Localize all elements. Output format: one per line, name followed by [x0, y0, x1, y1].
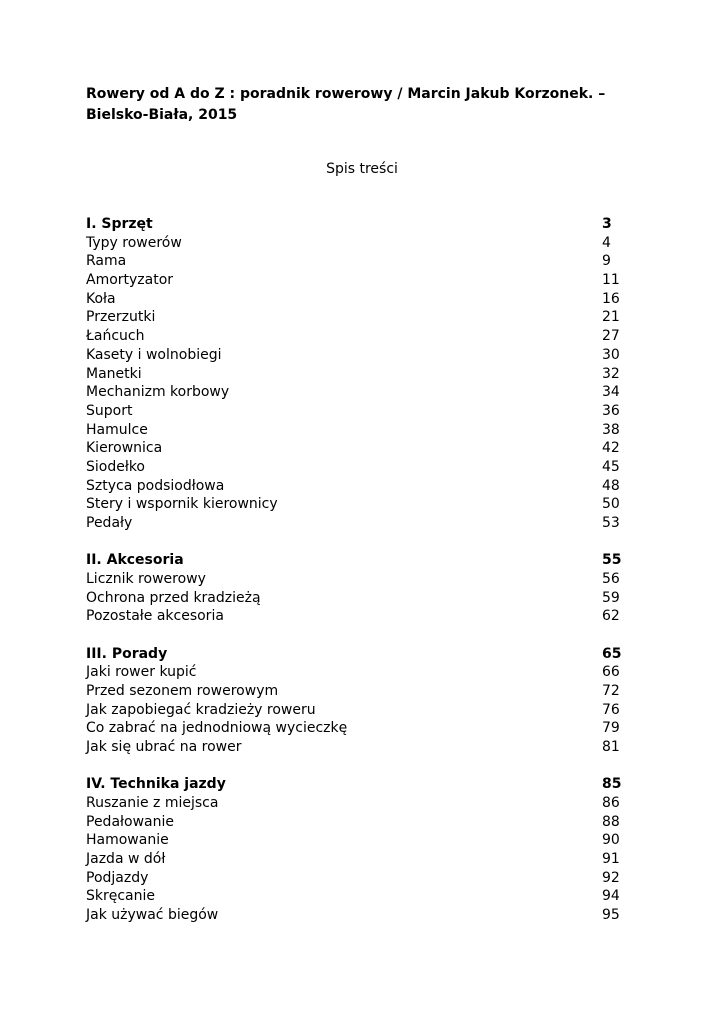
entry-page-number: 9 [602, 253, 611, 270]
entry-page-number: 56 [602, 570, 620, 587]
entry-title: Kasety i wolnobiegi [86, 346, 222, 363]
entry-page-number: 50 [602, 496, 620, 513]
entry-title: Licznik rowerowy [86, 570, 206, 587]
entry-page-number: 76 [602, 701, 620, 718]
toc-entry [86, 738, 622, 757]
toc-entry [86, 701, 622, 720]
entry-title: Jak się ubrać na rower [86, 739, 242, 756]
entry-title: Jazda w dół [86, 851, 166, 868]
toc-section [86, 775, 622, 925]
entry-page-number: 91 [602, 851, 620, 868]
section-page-number: 85 [602, 776, 622, 793]
entry-title: Ruszanie z miejsca [86, 795, 219, 812]
entry-title: Jak zapobiegać kradzieży roweru [86, 701, 316, 718]
entry-page-number: 86 [602, 795, 620, 812]
entry-title: Przed sezonem rowerowym [86, 683, 279, 699]
entry-title: Co zabrać na jednodniową wycieczkę [86, 720, 348, 737]
entry-title: Skręcanie [86, 888, 156, 905]
entry-page-number: 62 [602, 608, 620, 625]
toc-entry [86, 813, 622, 832]
entry-title: Amortyzator [86, 272, 174, 289]
entry-page-number: 66 [602, 664, 620, 681]
section-title: I. Sprzęt [86, 216, 153, 232]
section-title: IV. Technika jazdy [86, 776, 226, 793]
toc-entry [86, 439, 622, 458]
entry-page-number: 32 [602, 365, 620, 382]
entry-page-number: 30 [602, 346, 620, 363]
toc-entry [86, 589, 622, 608]
entry-page-number: 11 [602, 272, 620, 289]
table-of-contents [86, 215, 622, 943]
entry-page-number: 34 [602, 384, 620, 401]
toc-section [86, 215, 622, 533]
toc-entry [86, 570, 622, 589]
entry-title: Pedałowanie [86, 813, 174, 830]
entry-page-number: 92 [602, 869, 620, 886]
toc-entry [86, 346, 622, 365]
toc-entry [86, 421, 622, 440]
entry-title: Siodełko [86, 458, 145, 475]
entry-page-number: 16 [602, 290, 620, 307]
entry-page-number: 94 [602, 888, 620, 905]
toc-entry [86, 607, 622, 626]
toc-entry [86, 794, 622, 813]
entry-page-number: 4 [602, 234, 611, 251]
entry-title: Typy rowerów [86, 234, 182, 251]
document-header [86, 84, 626, 126]
toc-entry [86, 477, 622, 496]
toc-section [86, 645, 622, 757]
toc-entry [86, 495, 622, 514]
entry-page-number: 38 [602, 421, 620, 438]
header-line-2: Bielsko-Biała, 2015 [86, 107, 238, 123]
section-title: III. Porady [86, 645, 168, 662]
section-title: II. Akcesoria [86, 552, 184, 569]
toc-entry [86, 234, 622, 253]
entry-title: Sztyca podsiodłowa [86, 477, 225, 494]
entry-page-number: 88 [602, 813, 620, 830]
toc-entry [86, 719, 622, 738]
toc-entry [86, 514, 622, 533]
entry-title: Jak używać biegów [86, 907, 219, 924]
section-page-number: 65 [602, 645, 622, 662]
toc-entry [86, 850, 622, 869]
entry-title: Jaki rower kupić [86, 664, 197, 681]
entry-page-number: 95 [602, 907, 620, 924]
toc-entry [86, 327, 622, 346]
toc-entry [86, 365, 622, 384]
entry-title: Koła [86, 290, 116, 307]
toc-section-heading [86, 645, 622, 664]
entry-title: Przerzutki [86, 309, 156, 326]
entry-title: Mechanizm korbowy [86, 384, 230, 401]
entry-title: Rama [86, 253, 127, 270]
entry-title: Suport [86, 402, 133, 419]
entry-title: Hamulce [86, 421, 148, 438]
toc-entry [86, 271, 622, 290]
entry-title: Kierownica [86, 440, 163, 457]
toc-entry [86, 906, 622, 925]
entry-title: Pedały [86, 515, 133, 531]
toc-entry [86, 663, 622, 682]
toc-entry [86, 682, 622, 701]
entry-title: Podjazdy [86, 869, 149, 886]
toc-entry [86, 402, 622, 421]
entry-page-number: 90 [602, 832, 620, 849]
toc-entry [86, 308, 622, 327]
entry-title: Ochrona przed kradzieżą [86, 589, 261, 606]
toc-entry [86, 887, 622, 906]
entry-page-number: 72 [602, 683, 620, 699]
entry-page-number: 53 [602, 515, 620, 531]
entry-page-number: 59 [602, 589, 620, 606]
toc-title: Spis treści [326, 161, 398, 177]
entry-page-number: 42 [602, 440, 620, 457]
entry-page-number: 45 [602, 458, 620, 475]
toc-entry [86, 290, 622, 309]
section-page-number: 55 [602, 552, 622, 569]
entry-title: Łańcuch [86, 328, 145, 345]
section-page-number: 3 [602, 216, 612, 232]
entry-page-number: 21 [602, 309, 620, 326]
entry-page-number: 27 [602, 328, 620, 345]
toc-entry [86, 869, 622, 888]
entry-page-number: 48 [602, 477, 620, 494]
toc-section-heading [86, 775, 622, 794]
toc-section [86, 551, 622, 626]
toc-entry [86, 831, 622, 850]
toc-section-heading [86, 215, 622, 234]
header-line-1: Rowery od A do Z : poradnik rowerowy / Marcin Jakub Korzonek. – [86, 86, 606, 102]
toc-entry [86, 458, 622, 477]
entry-page-number: 36 [602, 402, 620, 419]
toc-entry [86, 252, 622, 271]
entry-page-number: 79 [602, 720, 620, 737]
entry-title: Pozostałe akcesoria [86, 608, 224, 625]
entry-page-number: 81 [602, 739, 620, 756]
toc-section-heading [86, 551, 622, 570]
entry-title: Hamowanie [86, 832, 169, 849]
toc-entry [86, 383, 622, 402]
entry-title: Stery i wspornik kierownicy [86, 496, 278, 513]
entry-title: Manetki [86, 365, 142, 382]
